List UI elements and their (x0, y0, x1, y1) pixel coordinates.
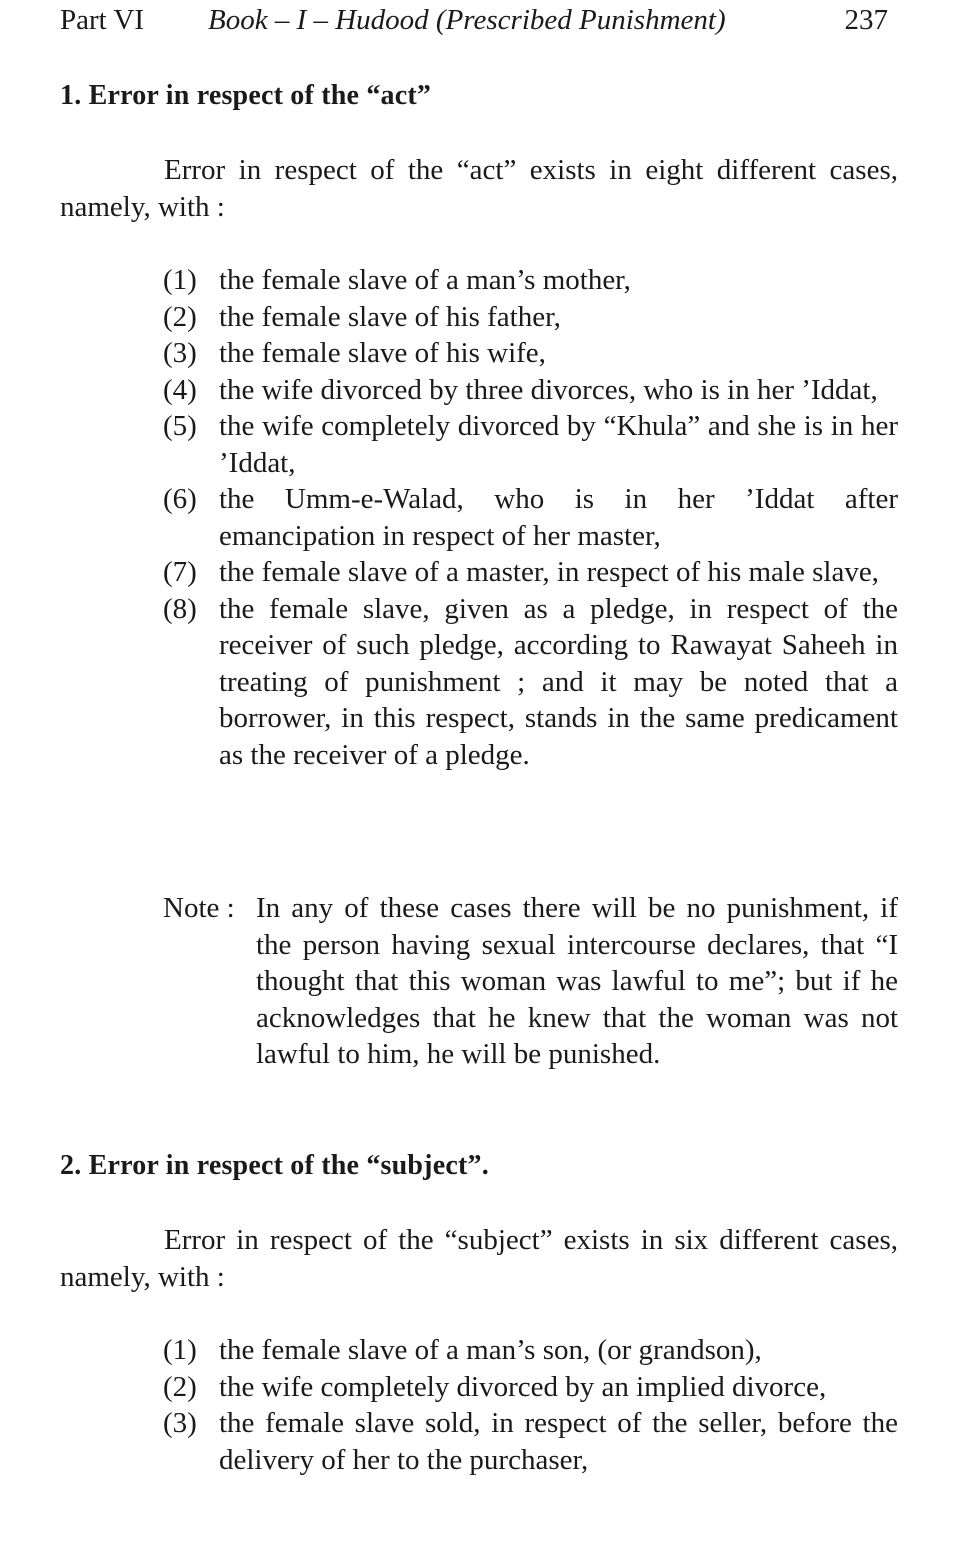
list-item (163, 591, 898, 774)
list-item-text: the female slave of his wife, (219, 337, 546, 369)
list-item-text: the female slave of a man’s son, (or grandson), (219, 1334, 762, 1366)
list-item (163, 408, 898, 481)
list-item-text: the wife completely divorced by an implied divorce, (219, 1370, 827, 1403)
list-item-text: the female slave, given as a pledge, in respect of the receiver of such pledge, according to Rawayat Saheeh in treating of punishment ; and it may be noted that a borrower, in this respect, stands in the same predicament as the receiver of a pledge. (219, 592, 898, 771)
list-item (163, 1405, 898, 1478)
list-item (163, 335, 898, 372)
list-item (163, 1369, 898, 1406)
list-item-text: the female slave of a master, in respect of his male slave, (219, 556, 879, 588)
list-item (163, 554, 898, 591)
list-item (163, 299, 898, 336)
list-item-number: (7) (163, 556, 197, 588)
list-item-number: (4) (163, 373, 197, 406)
list-item-number: (3) (163, 1407, 197, 1439)
list-item-number: (5) (163, 410, 197, 442)
list-item-text: the female slave of his father, (219, 300, 561, 333)
list-item-number: (2) (163, 1370, 197, 1403)
header-book-title: Book – I – Hudood (Prescribed Punishment) (208, 4, 726, 36)
section-2-intro (60, 1222, 898, 1295)
list-item-text: the wife completely divorced by “Khula” and she is in her ’Iddat, (219, 410, 898, 479)
list-item-number: (3) (163, 337, 197, 369)
note-text: In any of these cases there will be no punishment, if the person having sexual intercourse declares, that “I thought that this woman was lawful to me”; but if he acknowledges that he knew that the woman was not lawful to him, he will be punished. (256, 892, 898, 1070)
section-1-intro-text: Error in respect of the “act” exists in eight different cases, namely, with : (60, 154, 898, 223)
list-item-number: (6) (163, 483, 197, 515)
page-number: 237 (844, 4, 888, 36)
note-label: Note : (163, 892, 235, 924)
list-item-number: (8) (163, 592, 197, 625)
list-item-number: (1) (163, 1334, 197, 1366)
section-2-list (163, 1332, 898, 1478)
section-1-heading: 1. Error in respect of the “act” (60, 80, 432, 111)
list-item-number: (1) (163, 264, 197, 296)
list-item-number: (2) (163, 300, 197, 333)
section-1-intro (60, 152, 898, 225)
section-2-heading: 2. Error in respect of the “subject”. (60, 1150, 489, 1181)
list-item (163, 1332, 898, 1369)
list-item (163, 262, 898, 299)
list-item (163, 481, 898, 554)
list-item-text: the wife divorced by three divorces, who is in her ’Iddat, (219, 373, 878, 406)
list-item-text: the Umm-e-Walad, who is in her ’Iddat after emancipation in respect of her master, (219, 483, 898, 552)
section-2-intro-text: Error in respect of the “subject” exists in six different cases, namely, with : (60, 1224, 898, 1293)
header-part: Part VI (60, 4, 145, 36)
list-item-text: the female slave of a man’s mother, (219, 264, 631, 296)
section-1-note (163, 890, 898, 1073)
running-header (60, 2, 888, 42)
list-item (163, 372, 898, 409)
list-item-text: the female slave sold, in respect of the seller, before the delivery of her to the purchaser, (219, 1407, 898, 1476)
section-1-list (163, 262, 898, 773)
